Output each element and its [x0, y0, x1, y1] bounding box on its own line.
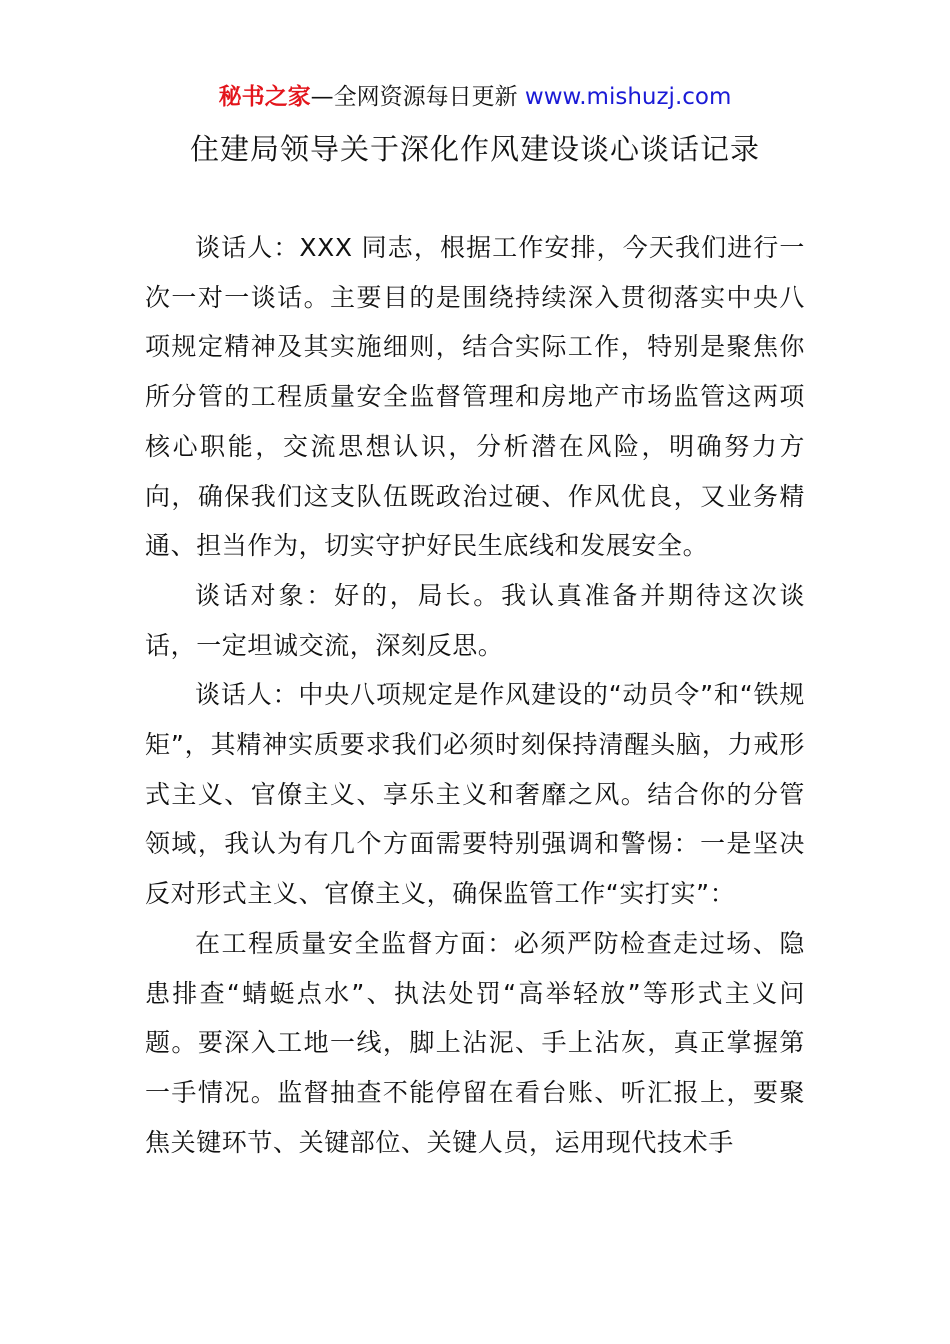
paragraph-4: 在工程质量安全监督方面：必须严防检查走过场、隐患排查“蜻蜓点水”、执法处罚“高举轻放”等形式主义问题。要深入工地一线，脚上沾泥、手上沾灰，真正掌握第一手情况。监督抽查不能停留在看台账、听汇报上，要聚焦关键环节、关键部位、关键人员，运用现代技术手 — [145, 928, 805, 1157]
site-banner — [0, 80, 950, 114]
document-title: 住建局领导关于深化作风建设谈心谈话记录 — [189, 132, 760, 166]
site-url-link[interactable]: www.mishuzj.com — [524, 84, 732, 110]
banner-tagline: —全网资源每日更新 — [310, 84, 518, 110]
document-body — [145, 223, 805, 1167]
paragraph-2: 谈话对象：好的，局长。我认真准备并期待这次谈话，一定坦诚交流，深刻反思。 — [145, 580, 805, 660]
paragraph-3: 谈话人：中央八项规定是作风建设的“动员令”和“铁规矩”，其精神实质要求我们必须时刻保持清醒头脑，力戒形式主义、官僚主义、享乐主义和奢靡之风。结合你的分管领域，我认为有几个方面需要特别强调和警惕：一是坚决反对形式主义、官僚主义，确保监管工作“实打实”： — [145, 680, 805, 909]
brand-name: 秘书之家 — [218, 84, 311, 110]
paragraph-1: 谈话人：XXX 同志，根据工作安排，今天我们进行一次一对一谈话。主要目的是围绕持续深入贯彻落实中央八项规定精神及其实施细则，结合实际工作，特别是聚焦你所分管的工程质量安全监督管理和房地产市场监管这两项核心职能，交流思想认识，分析潜在风险，明确努力方向，确保我们这支队伍既政治过硬、作风优良，又业务精通、担当作为，切实守护好民生底线和发展安全。 — [145, 233, 805, 561]
